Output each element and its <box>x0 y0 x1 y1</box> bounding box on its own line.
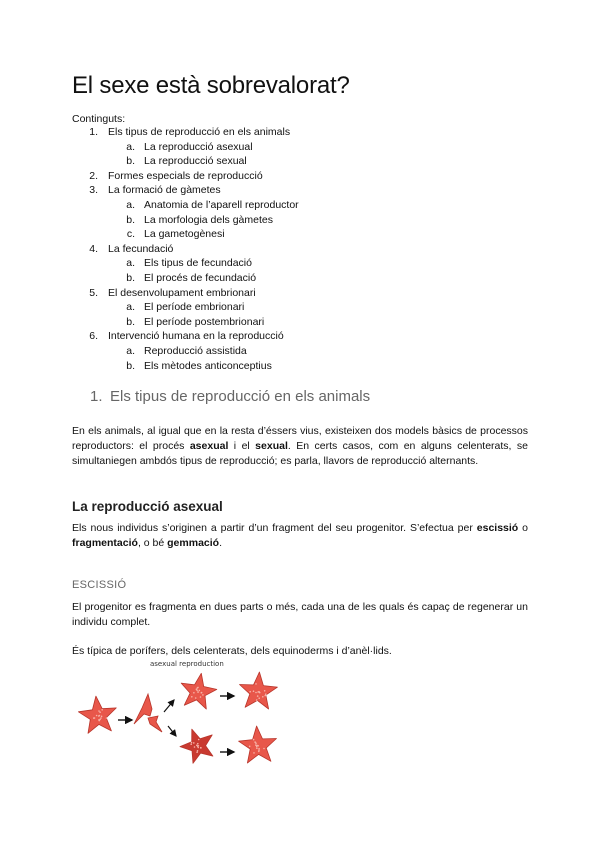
escissio-paragraph: El progenitor es fragmenta en dues parts o més, cada una de les quals és capaç de regenerar un individu complet. <box>72 601 528 628</box>
toc-subnumber: a. <box>126 140 135 153</box>
toc-text: El desenvolupament embrionari <box>108 286 256 299</box>
toc-subitem <box>0 300 600 315</box>
text-span: o <box>518 522 528 534</box>
toc-subnumber: b. <box>126 315 135 328</box>
toc-subnumber: b. <box>126 213 135 226</box>
toc-text: Formes especials de reproducció <box>108 169 263 182</box>
toc-item <box>0 183 600 198</box>
toc-subitem <box>0 315 600 330</box>
toc-subtext: El període postembrionari <box>144 315 265 328</box>
toc-subtext: Reproducció assistida <box>144 344 247 357</box>
text-span: i el <box>228 440 256 452</box>
toc-subtext: El procés de fecundació <box>144 271 257 284</box>
starfish-adult-icon <box>239 726 277 763</box>
toc-subnumber: a. <box>126 344 135 357</box>
section-title: Els tipus de reproducció en els animals <box>110 388 371 405</box>
toc-subnumber: b. <box>126 271 135 284</box>
starfish-fragment-icon <box>134 694 162 732</box>
toc-number: 4. <box>89 242 98 255</box>
starfish-regenerating-icon <box>181 673 217 709</box>
toc-subtext: La morfologia dels gàmetes <box>144 213 273 226</box>
toc-subitem <box>0 213 600 228</box>
starfish-regenerating-icon <box>180 729 213 763</box>
toc-subtext: La reproducció asexual <box>144 140 253 153</box>
toc-subnumber: c. <box>126 228 135 241</box>
toc-number: 2. <box>89 169 98 182</box>
toc-item <box>0 125 600 140</box>
toc-number: 1. <box>89 126 98 138</box>
toc-number: 3. <box>89 184 98 197</box>
starfish-adult-icon <box>240 672 278 709</box>
toc-subtext: La gametogènesi <box>144 228 225 241</box>
toc-subtext: El període embrionari <box>144 301 245 314</box>
arrow-icon <box>168 726 176 736</box>
toc-text: La fecundació <box>108 242 174 255</box>
toc-number: 5. <box>89 286 98 299</box>
asexual-paragraph <box>72 521 528 551</box>
escissio-examples: És típica de porífers, dels celenterats, dels equinoderms i d’anèl·lids. <box>72 645 392 657</box>
asexual-reproduction-figure <box>72 660 312 780</box>
toc-item <box>0 242 600 257</box>
text-span: , o bé <box>137 537 168 549</box>
toc-subitem <box>0 271 600 286</box>
toc-subitem <box>0 198 600 213</box>
toc-subtext: La reproducció sexual <box>144 155 247 168</box>
escissio-heading: ESCISSIÓ <box>72 579 127 591</box>
bold-term: asexual <box>189 440 229 452</box>
toc-subitem <box>0 227 600 242</box>
subsection-heading: La reproducció asexual <box>72 499 223 514</box>
toc-subitem <box>0 256 600 271</box>
table-of-contents <box>0 125 600 373</box>
toc-text: Intervenció humana en la reproducció <box>108 330 284 343</box>
toc-subitem <box>0 140 600 155</box>
starfish-parent-icon <box>78 696 116 733</box>
toc-item <box>0 286 600 301</box>
toc-text: La formació de gàmetes <box>108 184 221 197</box>
text-span: . <box>219 537 222 549</box>
text-span: En els animals, al igual que en la resta d’éssers vius, existeixen dos models bàsics de processos reproductors: el procés <box>72 425 528 452</box>
section-number: 1. <box>90 388 103 405</box>
toc-subitem <box>0 359 600 374</box>
toc-label: Continguts: <box>72 113 126 125</box>
toc-subnumber: b. <box>126 359 135 372</box>
toc-text: Els tipus de reproducció en els animals <box>108 126 291 138</box>
toc-item <box>0 329 600 344</box>
toc-subitem <box>0 154 600 169</box>
toc-subtext: Els mètodes anticonceptius <box>144 359 272 372</box>
figure-caption: asexual reproduction <box>150 660 224 668</box>
arrow-icon <box>164 700 174 712</box>
bold-term: fragmentació <box>72 537 138 549</box>
bold-term: gemmació <box>167 537 220 549</box>
toc-subnumber: b. <box>126 155 135 168</box>
starfish-diagram <box>72 660 312 780</box>
bold-term: sexual <box>255 440 288 452</box>
toc-number: 6. <box>89 330 98 343</box>
toc-subtext: Els tipus de fecundació <box>144 257 252 270</box>
toc-subnumber: a. <box>126 198 135 211</box>
page-title: El sexe està sobrevalorat? <box>72 72 350 99</box>
intro-paragraph <box>72 424 528 469</box>
toc-item <box>0 169 600 184</box>
toc-subitem <box>0 344 600 359</box>
text-span: . En certs casos, com en alguns celenterats, se simultaniegen ambdós tipus de reproducció; es parla, llavors de reproducció alternants. <box>72 440 528 467</box>
toc-subnumber: a. <box>126 301 135 314</box>
toc-subnumber: a. <box>126 257 135 270</box>
bold-term: escissió <box>476 522 519 534</box>
text-span: Els nous individus s’originen a partir d’un fragment del seu progenitor. S’efectua per <box>72 522 477 534</box>
toc-subtext: Anatomia de l’aparell reproductor <box>144 198 299 211</box>
